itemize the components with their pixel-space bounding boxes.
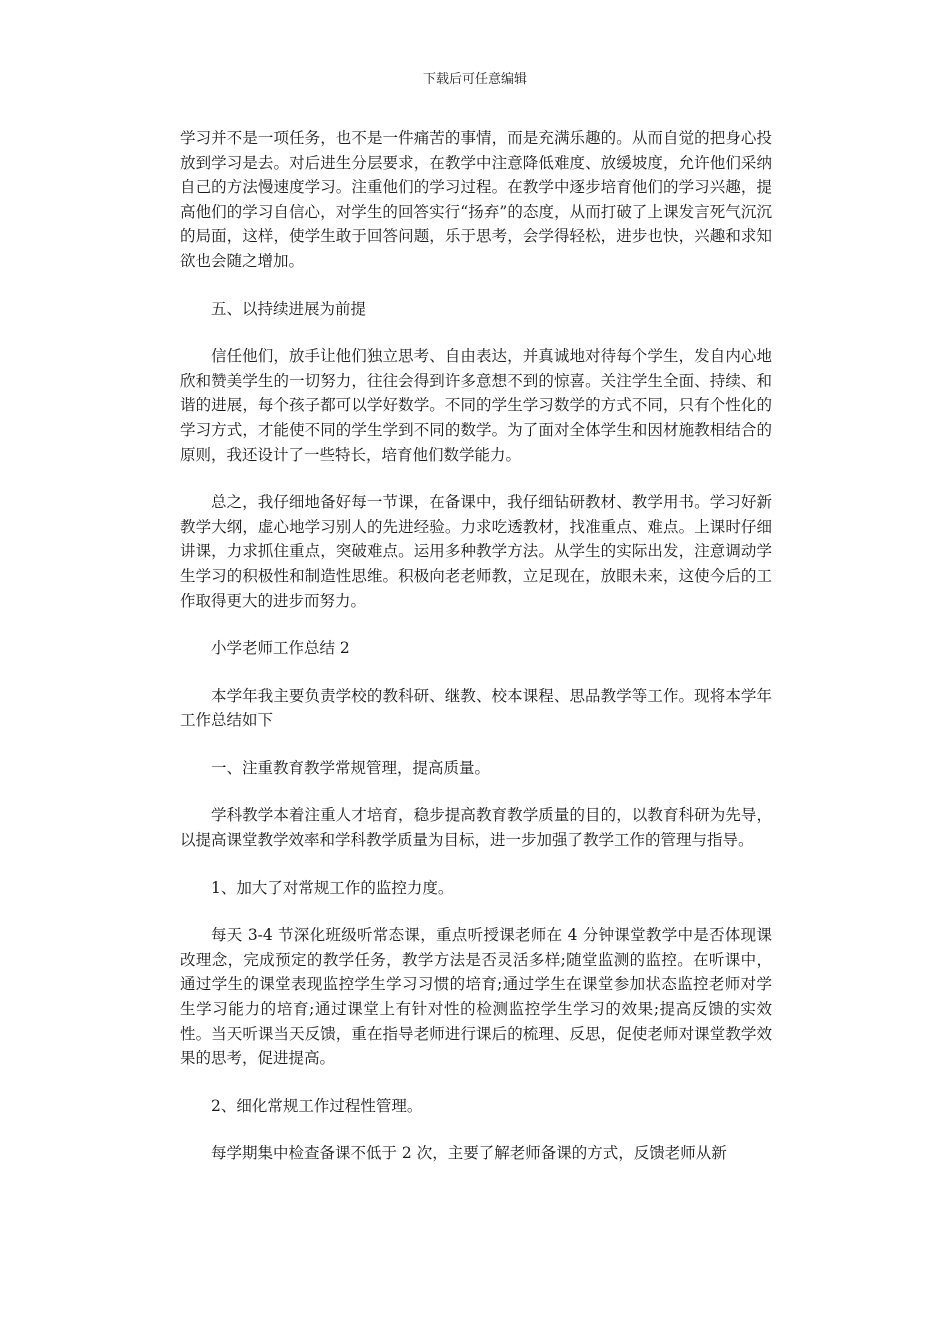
paragraph-2: 信任他们，放手让他们独立思考、自由表达，并真诚地对待每个学生，发自内心地欣和赞美学生的一切努力，往往会得到许多意想不到的惊喜。关注学生全面、持续、和谐的进展，每个孩子都可以学好数学。不同的学生学习数学的方式不同，只有个性化的学习方式，才能使不同的学生学到不同的数学。为了面对全体学生和因材施教相结合的原则，我还设计了一些特长，培育他们数学能力。 <box>180 347 772 464</box>
paragraph-6: 每天 3-4 节深化班级听常态课，重点听授课老师在 4 分钟课堂教学中是否体现课改理念，完成预定的教学任务，教学方法是否灵活多样;随堂监测的监控。在听课中，通过学生的课堂表现监控学生学习习惯的培育;通过学生在课堂参加状态监控老师对学生学习能力的培育;通过课堂上有针对性的检测监控学生学习的效果;提高反馈的实效性。当天听课当天反馈，重在指导老师进行课后的梳理、反思，促使老师对课堂教学效果的思考，促进提高。 <box>180 926 772 1068</box>
paragraph-5: 学科教学本着注重人才培育，稳步提高教育教学质量的目的，以教育科研为先导，以提高课堂教学效率和学科教学质量为目标，进一步加强了教学工作的管理与指导。 <box>180 806 772 850</box>
paragraph-7: 每学期集中检查备课不低于 2 次，主要了解老师备课的方式，反馈老师从新 <box>211 1144 727 1163</box>
section-heading-5: 五、以持续进展为前提 <box>211 299 367 318</box>
subsection-heading-1: 1、加大了对常规工作的监控力度。 <box>211 878 454 897</box>
page-header: 下载后可任意编辑 <box>422 72 527 87</box>
paragraph-3: 总之，我仔细地备好每一节课，在备课中，我仔细钻研教材、教学用书。学习好新教学大纲，虚心地学习别人的先进经验。力求吃透教材，找准重点、难点。上课时仔细讲课，力求抓住重点，突破难点。运用多种教学方法。从学生的实际出发，注意调动学生学习的积极性和制造性思维。积极向老老师教，立足现在，放眼未来，这使今后的工作取得更大的进步而努力。 <box>180 493 772 610</box>
section-heading-1: 一、注重教育教学常规管理，提高质量。 <box>211 758 491 777</box>
subsection-heading-2: 2、细化常规工作过程性管理。 <box>211 1096 423 1115</box>
paragraph-1: 学习并不是一项任务，也不是一件痛苦的事情，而是充满乐趣的。从而自觉的把身心投放到学习是去。对后进生分层要求，在教学中注意降低难度、放缓坡度，允许他们采纳自己的方法慢速度学习。注重他们的学习过程。在教学中逐步培育他们的学习兴趣，提高他们的学习自信心，对学生的回答实行“扬弃”的态度，从而打破了上课发言死气沉沉的局面，这样，使学生敢于回答问题，乐于思考，会学得轻松，进步也快，兴趣和求知欲也会随之增加。 <box>180 129 772 270</box>
summary-title: 小学老师工作总结 2 <box>211 639 350 658</box>
document-body <box>180 126 772 1166</box>
paragraph-4: 本学年我主要负责学校的教科研、继教、校本课程、思品教学等工作。现将本学年工作总结如下 <box>180 686 772 730</box>
